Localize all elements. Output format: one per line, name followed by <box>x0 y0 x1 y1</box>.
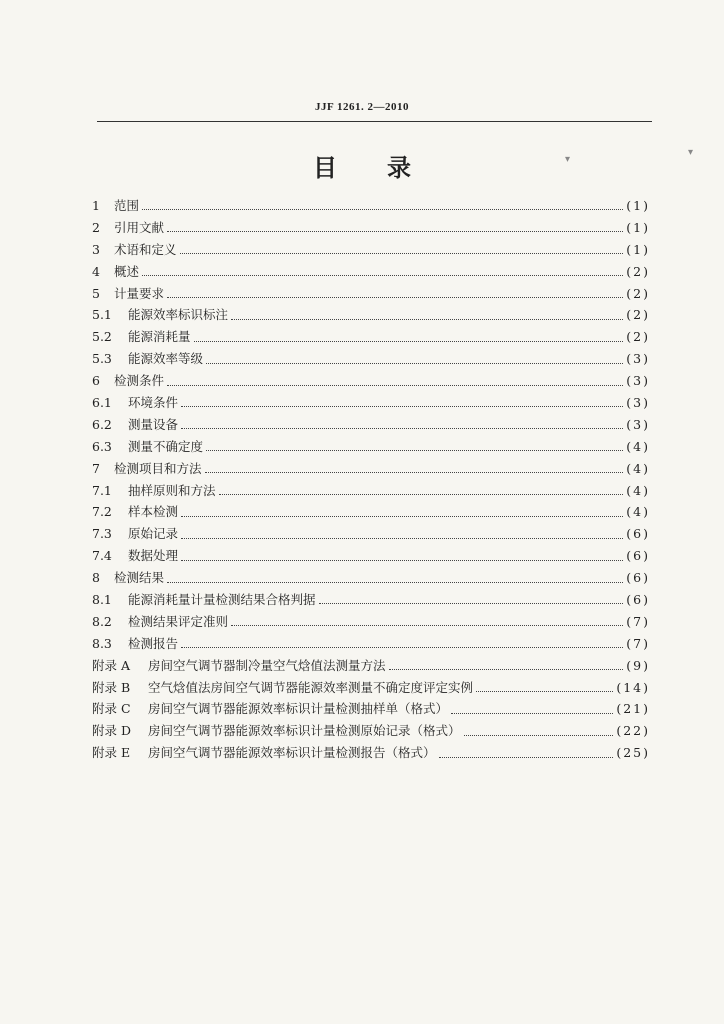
toc-entry-title: 样本检测 <box>128 504 179 520</box>
toc-entry-title: 能源效率标识标注 <box>128 307 229 323</box>
toc-dot-leader <box>206 363 623 364</box>
toc-entry-title: 能源消耗量计量检测结果合格判据 <box>128 592 316 608</box>
toc-entry[interactable] <box>92 371 650 393</box>
document-code-header: JJF 1261. 2—2010 <box>314 101 410 113</box>
toc-entry-number: 8.2 <box>92 613 112 629</box>
toc-entry[interactable] <box>92 349 650 371</box>
toc-entry[interactable] <box>92 678 650 700</box>
toc-entry-title: 检测条件 <box>114 373 165 389</box>
toc-entry-title: 数据处理 <box>128 548 179 564</box>
toc-dot-leader <box>231 625 623 626</box>
toc-entry-title: 空气焓值法房间空气调节器能源效率测量不确定度评定实例 <box>148 679 474 695</box>
toc-entry-number: 5.1 <box>92 307 112 323</box>
toc-entry-page: (2) <box>626 329 650 345</box>
toc-entry-title: 检测报告 <box>128 635 179 651</box>
toc-entry-number: 7.3 <box>92 526 112 542</box>
toc-dot-leader <box>439 757 614 758</box>
toc-entry-title: 检测结果评定准则 <box>128 613 229 629</box>
toc-dot-leader <box>464 735 614 736</box>
toc-entry-number: 附录 C <box>92 701 131 717</box>
toc-entry-title: 房间空气调节器能源效率标识计量检测抽样单（格式） <box>148 701 449 717</box>
toc-entry[interactable] <box>92 196 650 218</box>
toc-entry-number: 7.1 <box>92 482 112 498</box>
toc-entry-number: 1 <box>92 198 100 213</box>
toc-entry[interactable] <box>92 240 650 262</box>
toc-entry-page: (2) <box>626 307 650 323</box>
toc-entry-number: 7.2 <box>92 504 112 520</box>
toc-entry[interactable] <box>92 721 650 743</box>
toc-entry-title: 房间空气调节器能源效率标识计量检测报告（格式） <box>148 745 436 761</box>
toc-entry-title: 检测结果 <box>114 570 165 586</box>
toc-entry-page: (6) <box>626 526 650 542</box>
toc-entry-title: 抽样原则和方法 <box>128 482 216 498</box>
toc-entry[interactable] <box>92 524 650 546</box>
toc-entry-number: 8.3 <box>92 635 112 651</box>
toc-entry-number: 附录 D <box>92 723 131 739</box>
toc-entry[interactable] <box>92 393 650 415</box>
toc-entry[interactable] <box>92 415 650 437</box>
toc-entry-page: (6) <box>626 570 650 586</box>
toc-entry-page: (1) <box>626 198 650 213</box>
toc-dot-leader <box>219 494 624 495</box>
toc-entry-title: 原始记录 <box>128 526 179 542</box>
toc-dot-leader <box>389 669 624 670</box>
toc-entry-number: 8 <box>92 570 100 586</box>
toc-dot-leader <box>206 450 623 451</box>
toc-entry-number: 7 <box>92 460 100 476</box>
toc-dot-leader <box>142 209 623 210</box>
toc-entry-number: 6.1 <box>92 395 112 411</box>
toc-entry[interactable] <box>92 262 650 284</box>
toc-entry-number: 4 <box>92 263 100 279</box>
toc-dot-leader <box>319 603 624 604</box>
toc-entry-page: (1) <box>626 241 650 257</box>
toc-entry-number: 2 <box>92 219 100 235</box>
toc-entry-title: 测量不确定度 <box>128 438 204 454</box>
toc-entry-page: (4) <box>626 482 650 498</box>
toc-entry-title: 环境条件 <box>128 395 179 411</box>
toc-entry-title: 计量要求 <box>114 285 165 301</box>
toc-dot-leader <box>181 406 623 407</box>
toc-dot-leader <box>231 319 623 320</box>
toc-entry[interactable] <box>92 590 650 612</box>
toc-entry[interactable] <box>92 502 650 524</box>
toc-entry-title: 房间空气调节器能源效率标识计量检测原始记录（格式） <box>148 723 461 739</box>
toc-entry-title: 引用文献 <box>114 219 165 235</box>
toc-entry-page: (2) <box>626 285 650 301</box>
toc-entry[interactable] <box>92 656 650 678</box>
page-title: 目录 <box>313 153 461 182</box>
toc-entry-page: (1) <box>626 219 650 235</box>
toc-entry[interactable] <box>92 437 650 459</box>
toc-entry-page: (3) <box>626 351 650 367</box>
table-of-contents <box>92 196 650 765</box>
toc-entry[interactable] <box>92 568 650 590</box>
toc-dot-leader <box>451 713 613 714</box>
toc-dot-leader <box>181 516 623 517</box>
toc-entry-page: (4) <box>626 504 650 520</box>
toc-dot-leader <box>167 231 623 232</box>
toc-dot-leader <box>167 582 623 583</box>
toc-entry-page: (25) <box>616 745 650 761</box>
toc-entry-number: 5 <box>92 285 100 301</box>
toc-entry-title: 范围 <box>114 198 140 213</box>
toc-dot-leader <box>181 538 623 539</box>
toc-entry[interactable] <box>92 546 650 568</box>
toc-entry[interactable] <box>92 481 650 503</box>
toc-entry-page: (7) <box>626 613 650 629</box>
toc-entry[interactable] <box>92 459 650 481</box>
toc-entry-page: (21) <box>616 701 650 717</box>
toc-entry-title: 术语和定义 <box>114 241 177 257</box>
toc-entry[interactable] <box>92 612 650 634</box>
toc-entry-page: (14) <box>616 679 650 695</box>
toc-entry-number: 6.2 <box>92 416 112 432</box>
toc-dot-leader <box>476 691 613 692</box>
toc-dot-leader <box>167 385 623 386</box>
toc-dot-leader <box>142 275 623 276</box>
toc-entry-number: 7.4 <box>92 548 112 564</box>
toc-entry-title: 房间空气调节器制冷量空气焓值法测量方法 <box>148 657 386 673</box>
toc-entry-number: 5.3 <box>92 351 112 367</box>
toc-entry-page: (3) <box>626 395 650 411</box>
toc-entry-title: 测量设备 <box>128 416 179 432</box>
toc-entry-page: (6) <box>626 548 650 564</box>
toc-dot-leader <box>181 560 623 561</box>
toc-entry-page: (9) <box>626 657 650 673</box>
toc-entry-title: 概述 <box>114 263 140 279</box>
toc-entry-page: (2) <box>626 263 650 279</box>
toc-dot-leader <box>180 253 624 254</box>
toc-entry-page: (3) <box>626 416 650 432</box>
toc-dot-leader <box>181 428 623 429</box>
toc-entry[interactable] <box>92 305 650 327</box>
toc-entry-title: 检测项目和方法 <box>114 460 202 476</box>
toc-entry-number: 6 <box>92 373 100 389</box>
toc-entry-number: 3 <box>92 241 100 257</box>
toc-entry-page: (6) <box>626 592 650 608</box>
toc-entry[interactable] <box>92 327 650 349</box>
toc-dot-leader <box>167 297 623 298</box>
toc-dot-leader <box>194 341 624 342</box>
toc-entry[interactable] <box>92 634 650 656</box>
toc-entry-number: 附录 E <box>92 745 131 761</box>
toc-entry-title: 能源效率等级 <box>128 351 204 367</box>
toc-entry-page: (3) <box>626 373 650 389</box>
toc-dot-leader <box>181 647 623 648</box>
toc-entry-number: 6.3 <box>92 438 112 454</box>
toc-entry-number: 附录 B <box>92 679 131 695</box>
toc-entry-title: 能源消耗量 <box>128 329 191 345</box>
toc-dot-leader <box>205 472 624 473</box>
toc-entry-number: 附录 A <box>92 657 131 673</box>
scan-speck: ▾ <box>565 154 571 165</box>
toc-entry[interactable] <box>92 284 650 306</box>
toc-entry-page: (4) <box>626 460 650 476</box>
toc-entry-page: (7) <box>626 635 650 651</box>
toc-entry[interactable] <box>92 699 650 721</box>
scan-speck: ▾ <box>688 147 694 158</box>
toc-entry[interactable] <box>92 218 650 240</box>
header-rule <box>97 121 652 122</box>
toc-entry[interactable] <box>92 743 650 765</box>
toc-entry-page: (22) <box>616 723 650 739</box>
toc-entry-number: 8.1 <box>92 592 112 608</box>
toc-entry-number: 5.2 <box>92 329 112 345</box>
toc-entry-page: (4) <box>626 438 650 454</box>
